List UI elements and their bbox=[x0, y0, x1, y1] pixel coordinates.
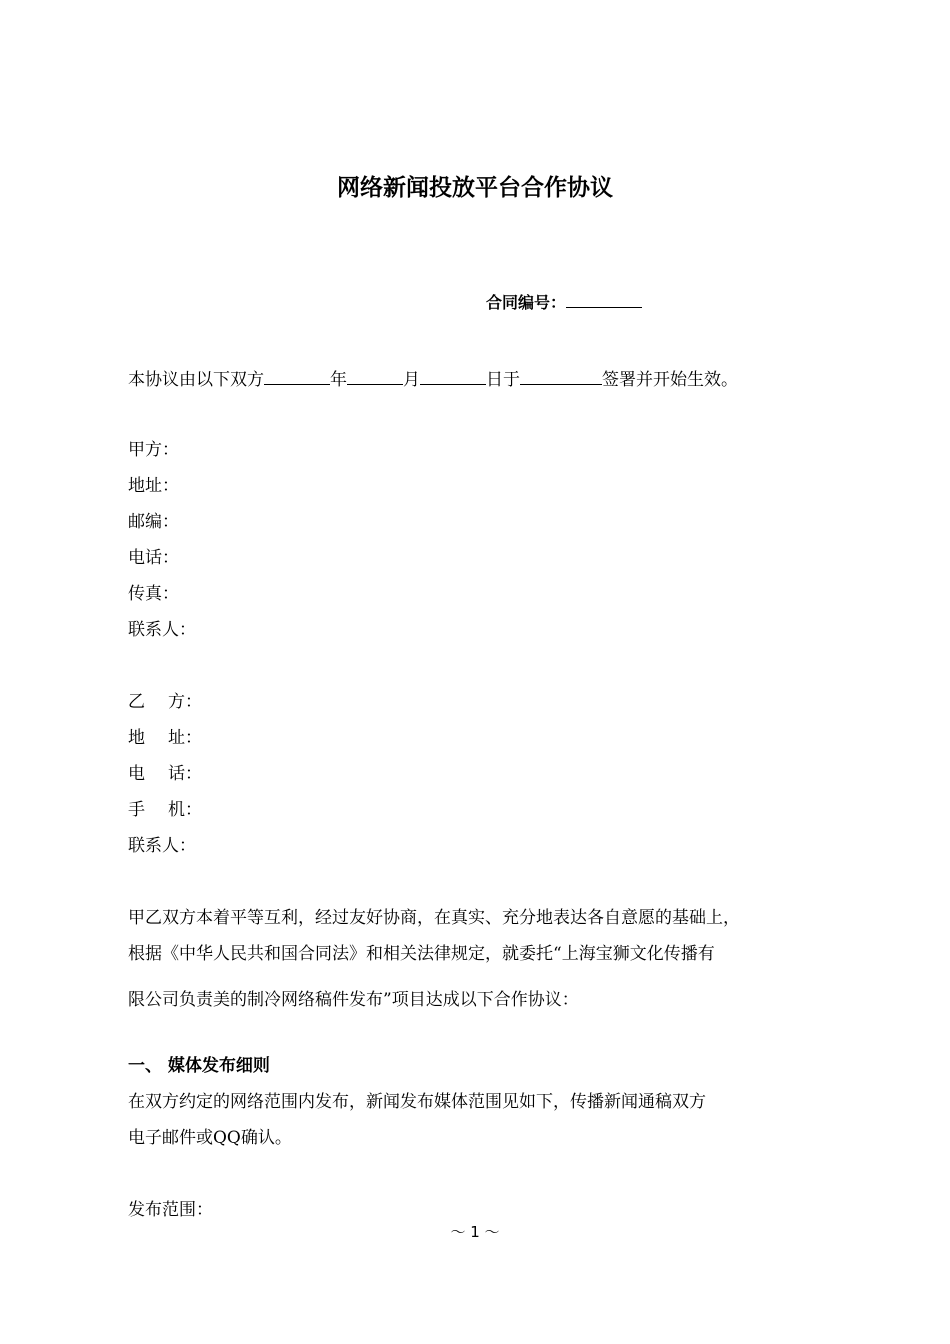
party-b-phone-1: 电 bbox=[128, 764, 145, 784]
intro-tail: 签署并开始生效。 bbox=[602, 370, 738, 390]
party-b-label-1: 乙 bbox=[128, 692, 145, 712]
party-b-label bbox=[128, 690, 202, 714]
intro-month: 月 bbox=[403, 370, 420, 390]
contract-number-blank bbox=[566, 291, 642, 308]
party-a-address: 地址： bbox=[128, 476, 179, 496]
section-1-line: 电子邮件或QQ确认。 bbox=[128, 1128, 292, 1148]
intro-line bbox=[128, 366, 738, 392]
party-b-phone bbox=[128, 762, 202, 786]
preamble-line: 根据《中华人民共和国合同法》和相关法律规定，就委托“上海宝狮文化传播有 bbox=[128, 944, 715, 964]
contract-number-label: 合同编号： bbox=[486, 293, 567, 312]
place-blank bbox=[520, 366, 602, 385]
preamble-line: 甲乙双方本着平等互利，经过友好协商，在真实、充分地表达各自意愿的基础上， bbox=[128, 908, 740, 928]
party-b-mobile-1: 手 bbox=[128, 800, 145, 820]
day-blank bbox=[420, 366, 486, 385]
section-1-line: 在双方约定的网络范围内发布，新闻发布媒体范围见如下，传播新闻通稿双方 bbox=[128, 1092, 706, 1112]
intro-year: 年 bbox=[330, 370, 347, 390]
intro-day: 日于 bbox=[486, 370, 520, 390]
party-a-fax: 传真： bbox=[128, 584, 179, 604]
party-b-mobile-2: 机： bbox=[168, 800, 202, 820]
section-1-heading: 一、 媒体发布细则 bbox=[128, 1056, 270, 1076]
publish-scope-label: 发布范围： bbox=[128, 1200, 213, 1220]
intro-part1: 本协议由以下双方 bbox=[128, 370, 264, 390]
party-b-phone-2: 话： bbox=[168, 764, 202, 784]
party-a-phone: 电话： bbox=[128, 548, 179, 568]
page-number: ～ 1 ～ bbox=[450, 1223, 500, 1241]
party-b-contact: 联系人： bbox=[128, 836, 196, 856]
party-b-address-1: 地 bbox=[128, 728, 145, 748]
party-b-label-2: 方： bbox=[168, 692, 202, 712]
document-title: 网络新闻投放平台合作协议 bbox=[337, 175, 613, 201]
party-b-address bbox=[128, 726, 202, 750]
party-b-mobile bbox=[128, 798, 202, 822]
preamble-line: 限公司负责美的制冷网络稿件发布”项目达成以下合作协议： bbox=[128, 990, 579, 1010]
party-b-address-2: 址： bbox=[168, 728, 202, 748]
party-a-label: 甲方： bbox=[128, 440, 179, 460]
year-blank bbox=[264, 366, 330, 385]
party-a-contact: 联系人： bbox=[128, 620, 196, 640]
party-a-postcode: 邮编： bbox=[128, 512, 179, 532]
contract-number bbox=[486, 291, 642, 315]
month-blank bbox=[347, 366, 403, 385]
